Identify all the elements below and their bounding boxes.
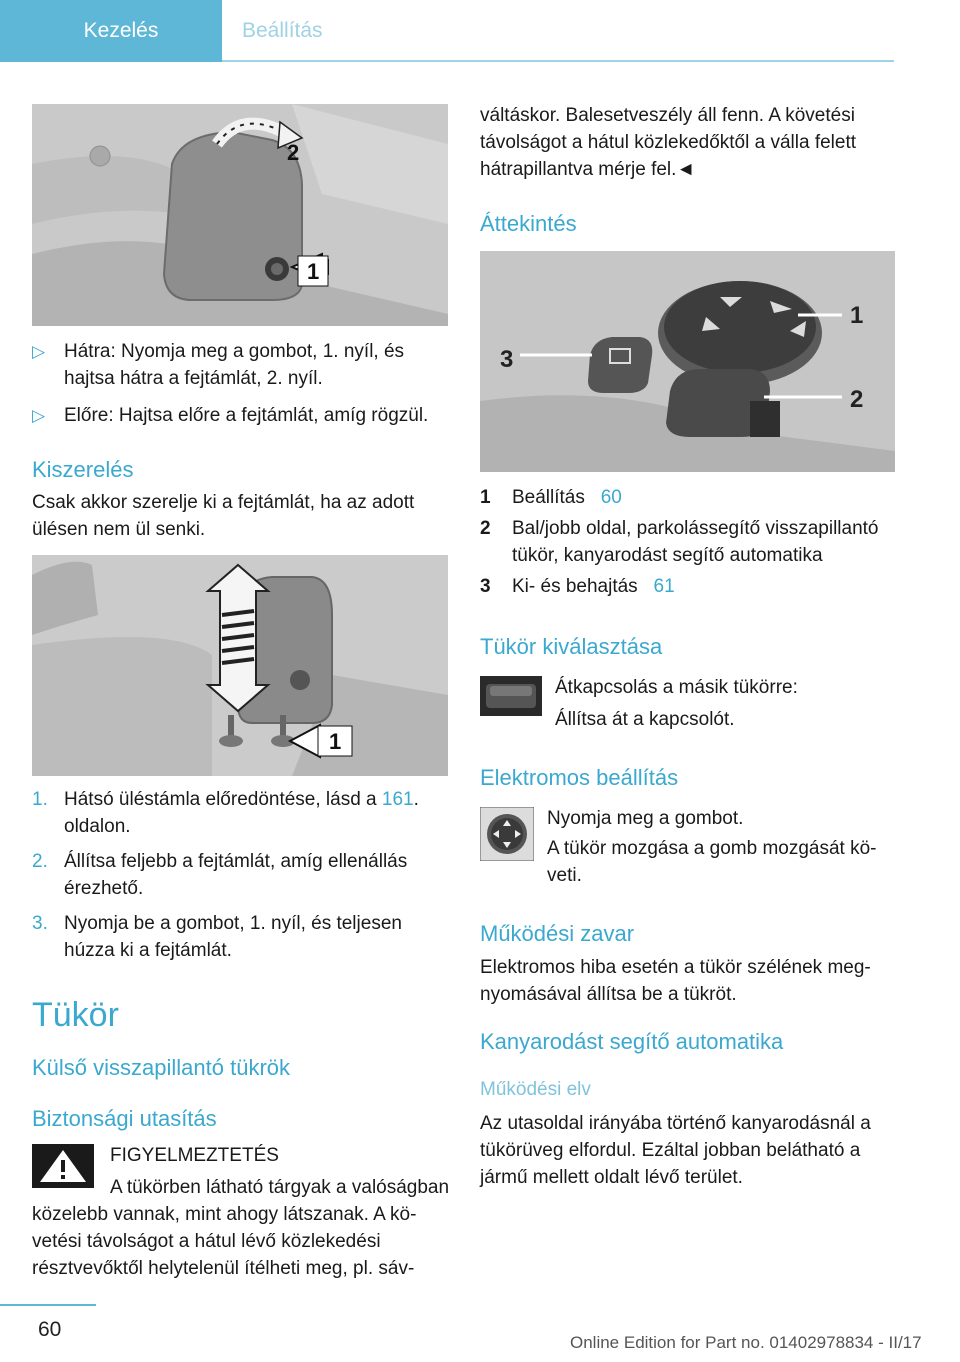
header-divider	[222, 60, 894, 62]
select-line-2: Állítsa át a kapcsolót.	[555, 709, 735, 730]
legend-number: 2	[480, 518, 491, 539]
figure1-label-2: 2	[287, 140, 300, 165]
list-item	[32, 848, 448, 902]
removal-intro: Csak akkor szerelje ki a fejtámlát, ha az adott ülésen nem ül senki.	[32, 492, 415, 540]
warning-title: FIGYELMEZTETÉS	[110, 1145, 279, 1166]
list-item	[32, 402, 448, 429]
select-line-1: Átkapcsolás a másik tükörre:	[555, 677, 798, 698]
legend-number: 3	[480, 576, 491, 597]
list-item	[480, 484, 896, 511]
tab-kezeles[interactable]	[0, 0, 222, 62]
removal-step-1-suffix: . oldalon.	[64, 789, 419, 837]
list-item	[480, 573, 896, 600]
legend-number: 1	[480, 487, 491, 508]
legend-text-2: Bal/jobb oldal, parkolássegítő visszapillantó tükör, kanyarodást segítő automatika	[512, 518, 879, 566]
legend-text-1	[512, 484, 622, 511]
page-number: 60	[38, 1318, 62, 1341]
overview-legend	[480, 484, 896, 600]
legend-text-3	[512, 573, 675, 600]
warning-text-line-2: közelebb vannak, mint ahogy látszanak. A kö-	[32, 1204, 417, 1225]
page-link-60[interactable]: 60	[600, 487, 622, 508]
footer-divider	[0, 1304, 96, 1306]
figure3-label-1: 1	[850, 302, 864, 329]
list-item	[32, 338, 448, 392]
page-link-161[interactable]: 161	[381, 789, 414, 810]
figure1-label-1: 1	[307, 259, 320, 284]
list-item	[32, 786, 448, 840]
principle-text: Az utasoldal irányába történő kanyarodásnál a tükörüveg elfordul. Ezáltal jobban belátható a jármű mellett oldalt lévő terület.	[480, 1113, 871, 1188]
bullet-triangle-icon: ▷	[32, 406, 46, 425]
tab-kezeles-label: Kezelés	[83, 19, 159, 42]
warning-continuation: váltáskor. Balesetveszély áll fenn. A követési távolságot a hátul közlekedőktől a válla felett hátrapillantva mérje fel.◄	[480, 105, 857, 180]
tilt-steps-list	[32, 338, 448, 429]
removal-step-2: Állítsa feljebb a fejtámlát, amíg ellenállás érezhető.	[64, 851, 408, 899]
mirror-joystick-icon	[480, 807, 534, 861]
headrest-tilt-figure	[32, 104, 448, 326]
step-number: 2.	[32, 851, 48, 872]
turn-assist-heading: Kanyarodást segítő automatika	[480, 1029, 784, 1054]
mirror-heading: Tükör	[32, 996, 119, 1034]
tilt-step-forward: Előre: Hajtsa előre a fejtámlát, amíg rögzül.	[64, 405, 429, 426]
select-mirror-heading: Tükör kiválasztása	[480, 634, 663, 659]
bullet-triangle-icon: ▷	[32, 342, 46, 361]
page-link-61[interactable]: 61	[653, 576, 675, 597]
removal-steps-list	[32, 786, 448, 964]
edition-note: Online Edition for Part no. 01402978834 - II/17	[570, 1333, 922, 1352]
removal-step-1	[64, 786, 448, 840]
overview-heading: Áttekintés	[480, 211, 577, 236]
tab-beallitas[interactable]	[222, 0, 323, 62]
legend-1-label: Beállítás	[512, 487, 585, 508]
exterior-mirror-heading: Külső visszapillantó tükrök	[32, 1055, 291, 1080]
figure3-label-2: 2	[850, 386, 864, 413]
list-item	[480, 515, 896, 569]
warning-text-line-3: vetési távolságot a hátul lévő közlekedési	[32, 1231, 381, 1252]
principle-heading: Működési elv	[480, 1079, 591, 1100]
removal-heading: Kiszerelés	[32, 457, 134, 482]
figure2-label-1: 1	[329, 729, 342, 754]
list-item	[32, 910, 448, 964]
tab-beallitas-label: Beállítás	[242, 19, 323, 42]
warning-text-line-1: A tükörben látható tárgyak a valóságban	[110, 1177, 450, 1198]
removal-step-1-text: Hátsó üléstámla előredöntése, lásd a	[64, 789, 382, 810]
figure3-label-3: 3	[500, 346, 514, 373]
step-number: 1.	[32, 789, 48, 810]
tilt-step-back: Hátra: Nyomja meg a gombot, 1. nyíl, és hajtsa hátra a fejtámlát, 2. nyíl.	[64, 341, 405, 389]
headrest-removal-figure	[32, 555, 448, 776]
mirror-switch-icon	[480, 676, 542, 716]
legend-3-label: Ki- és behajtás	[512, 576, 638, 597]
warning-icon	[32, 1144, 94, 1188]
malfunction-heading: Működési zavar	[480, 921, 635, 946]
electric-line-1: Nyomja meg a gombot.	[547, 808, 744, 829]
malfunction-text: Elektromos hiba esetén a tükör szélének meg- nyomásával állítsa be a tükröt.	[480, 957, 871, 1005]
safety-heading: Biztonsági utasítás	[32, 1106, 217, 1131]
warning-text-line-4: résztvevőktől helytelenül ítélheti meg, pl. sáv-	[32, 1258, 415, 1279]
electric-adjust-heading: Elektromos beállítás	[480, 765, 679, 790]
removal-step-3: Nyomja be a gombot, 1. nyíl, és teljesen húzza ki a fejtámlát.	[64, 913, 402, 961]
electric-line-2: A tükör mozgása a gomb mozgását kö- veti.	[547, 838, 877, 886]
step-number: 3.	[32, 913, 48, 934]
mirror-controls-figure	[480, 251, 895, 472]
